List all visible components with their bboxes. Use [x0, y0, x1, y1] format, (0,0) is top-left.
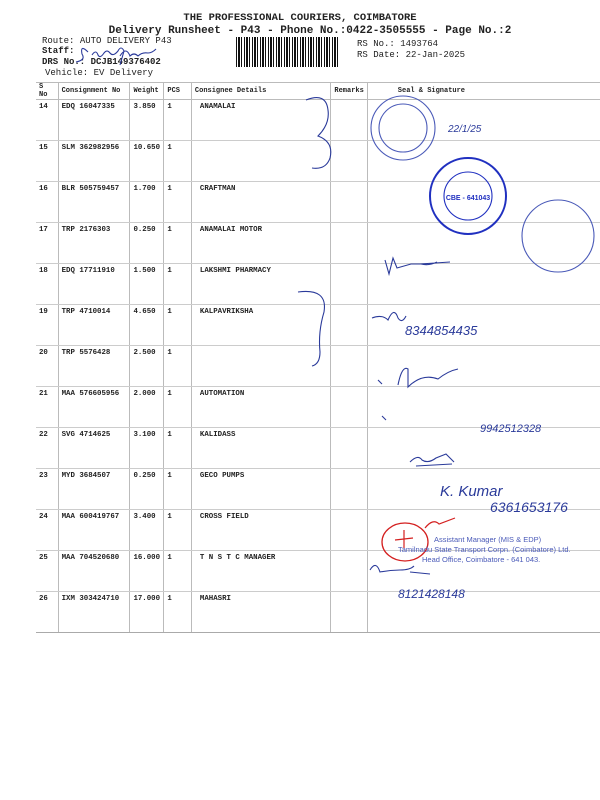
sno-cell: 24	[36, 510, 58, 551]
pcs-cell: 1	[164, 100, 192, 141]
sno-cell: 20	[36, 346, 58, 387]
consignment-cell: TRP 4710014	[58, 305, 130, 346]
col-remarks: Remarks	[331, 83, 367, 100]
remarks-cell	[331, 469, 367, 510]
vehicle-value: EV Delivery	[93, 68, 154, 78]
pcs-cell: 1	[164, 551, 192, 592]
route-label: Route:	[42, 36, 75, 46]
col-consignee: Consignee Details	[191, 83, 330, 100]
remarks-cell	[331, 592, 367, 633]
staff-label: Staff:	[42, 46, 75, 56]
table-row	[36, 346, 600, 387]
stamp-line: Head Office, Coimbatore - 641 043.	[422, 555, 541, 564]
col-sno: S No	[36, 83, 58, 100]
seal-cell	[367, 346, 600, 387]
remarks-cell	[331, 428, 367, 469]
weight-cell: 1.500	[130, 264, 164, 305]
col-pcs: PCS	[164, 83, 192, 100]
sno-cell: 16	[36, 182, 58, 223]
pcs-cell: 1	[164, 264, 192, 305]
weight-cell: 4.650	[130, 305, 164, 346]
phone-handwritten-1: 8344854435	[405, 323, 478, 338]
table-row	[36, 305, 600, 346]
consignee-cell: T N S T C MANAGER	[191, 551, 330, 592]
tnstc-stamp	[398, 535, 571, 565]
sno-cell: 26	[36, 592, 58, 633]
consignee-cell: KALIDASS	[191, 428, 330, 469]
rs-no-line	[357, 39, 438, 49]
remarks-cell	[331, 223, 367, 264]
rs-date-label: RS Date:	[357, 50, 401, 60]
drs-line	[42, 57, 161, 67]
consignment-cell: EDQ 16047335	[58, 100, 130, 141]
stamp-line: Assistant Manager (MIS & EDP)	[434, 535, 542, 544]
pcs-cell: 1	[164, 387, 192, 428]
svg-text:CBE - 641043: CBE - 641043	[445, 195, 491, 202]
consignee-cell: KALPAVRIKSHA	[191, 305, 330, 346]
consignment-cell: BLR 505759457	[58, 182, 130, 223]
seal-cell	[367, 469, 600, 510]
consignment-cell: MAA 704520680	[58, 551, 130, 592]
weight-cell: 2.000	[130, 387, 164, 428]
sno-cell: 22	[36, 428, 58, 469]
company-title: THE PROFESSIONAL COURIERS, COIMBATORE	[183, 12, 417, 24]
sno-cell: 15	[36, 141, 58, 182]
name-handwritten: K. Kumar	[440, 483, 503, 500]
table-row	[36, 223, 600, 264]
table-row	[36, 264, 600, 305]
consignee-cell: LAKSHMI PHARMACY	[191, 264, 330, 305]
pcs-cell: 1	[164, 592, 192, 633]
consignment-cell: IXM 303424710	[58, 592, 130, 633]
consignment-cell: MYD 3684507	[58, 469, 130, 510]
table-row	[36, 100, 600, 141]
weight-cell: 2.500	[130, 346, 164, 387]
pcs-cell: 1	[164, 346, 192, 387]
sno-cell: 21	[36, 387, 58, 428]
consignee-cell: CRAFTMAN	[191, 182, 330, 223]
seal-cell	[367, 100, 600, 141]
phone-handwritten-4: 8121428148	[398, 587, 465, 601]
weight-cell: 3.100	[130, 428, 164, 469]
seal-cell	[367, 387, 600, 428]
col-consignment: Consignment No	[58, 83, 130, 100]
consignment-cell: MAA 576605956	[58, 387, 130, 428]
remarks-cell	[331, 510, 367, 551]
weight-cell: 10.650	[130, 141, 164, 182]
pcs-cell: 1	[164, 305, 192, 346]
weight-cell: 0.250	[130, 223, 164, 264]
table-row	[36, 428, 600, 469]
remarks-cell	[331, 182, 367, 223]
table-row	[36, 387, 600, 428]
consignee-cell: ANAMALAI	[191, 100, 330, 141]
pcs-cell: 1	[164, 510, 192, 551]
consignee-cell	[191, 141, 330, 182]
remarks-cell	[331, 387, 367, 428]
consignment-cell: MAA 600419767	[58, 510, 130, 551]
weight-cell: 1.700	[130, 182, 164, 223]
rs-no-value: 1493764	[400, 39, 439, 49]
remarks-cell	[331, 551, 367, 592]
consignment-cell: TRP 2176303	[58, 223, 130, 264]
consignee-cell: GECO PUMPS	[191, 469, 330, 510]
remarks-cell	[331, 264, 367, 305]
weight-cell: 3.850	[130, 100, 164, 141]
remarks-cell	[331, 346, 367, 387]
stamp-line: Tamilnadu State Transport Corpn. (Coimbatore) Ltd.	[398, 545, 571, 554]
weight-cell: 17.000	[130, 592, 164, 633]
table-row	[36, 592, 600, 633]
phone-handwritten-3: 6361653176	[490, 499, 568, 515]
seal-cell	[367, 305, 600, 346]
sno-cell: 18	[36, 264, 58, 305]
consignment-cell: SVG 4714625	[58, 428, 130, 469]
route-line	[42, 36, 172, 46]
table-row	[36, 469, 600, 510]
sno-cell: 17	[36, 223, 58, 264]
rs-date-value: 22-Jan-2025	[405, 50, 466, 60]
pcs-cell: 1	[164, 223, 192, 264]
remarks-cell	[331, 141, 367, 182]
consignee-cell: CROSS FIELD	[191, 510, 330, 551]
barcode	[236, 37, 340, 67]
phone-handwritten-2: 9942512328	[480, 423, 542, 435]
runsheet-subtitle: Delivery Runsheet - P43 - Phone No.:0422-3505555 - Page No.:2	[108, 25, 512, 37]
seal-cell	[367, 141, 600, 182]
rs-no-label: RS No.:	[357, 39, 395, 49]
remarks-cell	[331, 305, 367, 346]
pcs-cell: 1	[164, 141, 192, 182]
consignment-cell: SLM 362982956	[58, 141, 130, 182]
consignment-cell: TRP 5576428	[58, 346, 130, 387]
consignee-cell: MAHASRI	[191, 592, 330, 633]
weight-cell: 3.400	[130, 510, 164, 551]
consignee-cell	[191, 346, 330, 387]
sno-cell: 14	[36, 100, 58, 141]
seal-cell	[367, 182, 600, 223]
col-seal: Seal & Signature	[367, 83, 600, 100]
date-handwritten: 22/1/25	[448, 124, 482, 135]
weight-cell: 0.250	[130, 469, 164, 510]
seal-cell	[367, 223, 600, 264]
drs-label: DRS No.:	[42, 57, 86, 67]
table-row	[36, 141, 600, 182]
consignment-cell: EDQ 17711910	[58, 264, 130, 305]
sno-cell: 23	[36, 469, 58, 510]
weight-cell: 16.000	[130, 551, 164, 592]
pcs-cell: 1	[164, 428, 192, 469]
pcs-cell: 1	[164, 469, 192, 510]
route-value: AUTO DELIVERY P43	[79, 36, 172, 46]
seal-cell	[367, 264, 600, 305]
pcs-cell: 1	[164, 182, 192, 223]
seal-cell	[367, 592, 600, 633]
sno-cell: 25	[36, 551, 58, 592]
table-header	[36, 83, 600, 100]
remarks-cell	[331, 100, 367, 141]
vehicle-label: Vehicle:	[45, 68, 89, 78]
consignee-cell: ANAMALAI MOTOR	[191, 223, 330, 264]
sno-cell: 19	[36, 305, 58, 346]
seal-cell	[367, 428, 600, 469]
table-row	[36, 182, 600, 223]
col-weight: Weight	[130, 83, 164, 100]
vehicle-line	[45, 68, 153, 78]
drs-value: DCJB149376402	[90, 57, 161, 67]
rs-date-line	[357, 50, 465, 60]
consignee-cell: AUTOMATION	[191, 387, 330, 428]
